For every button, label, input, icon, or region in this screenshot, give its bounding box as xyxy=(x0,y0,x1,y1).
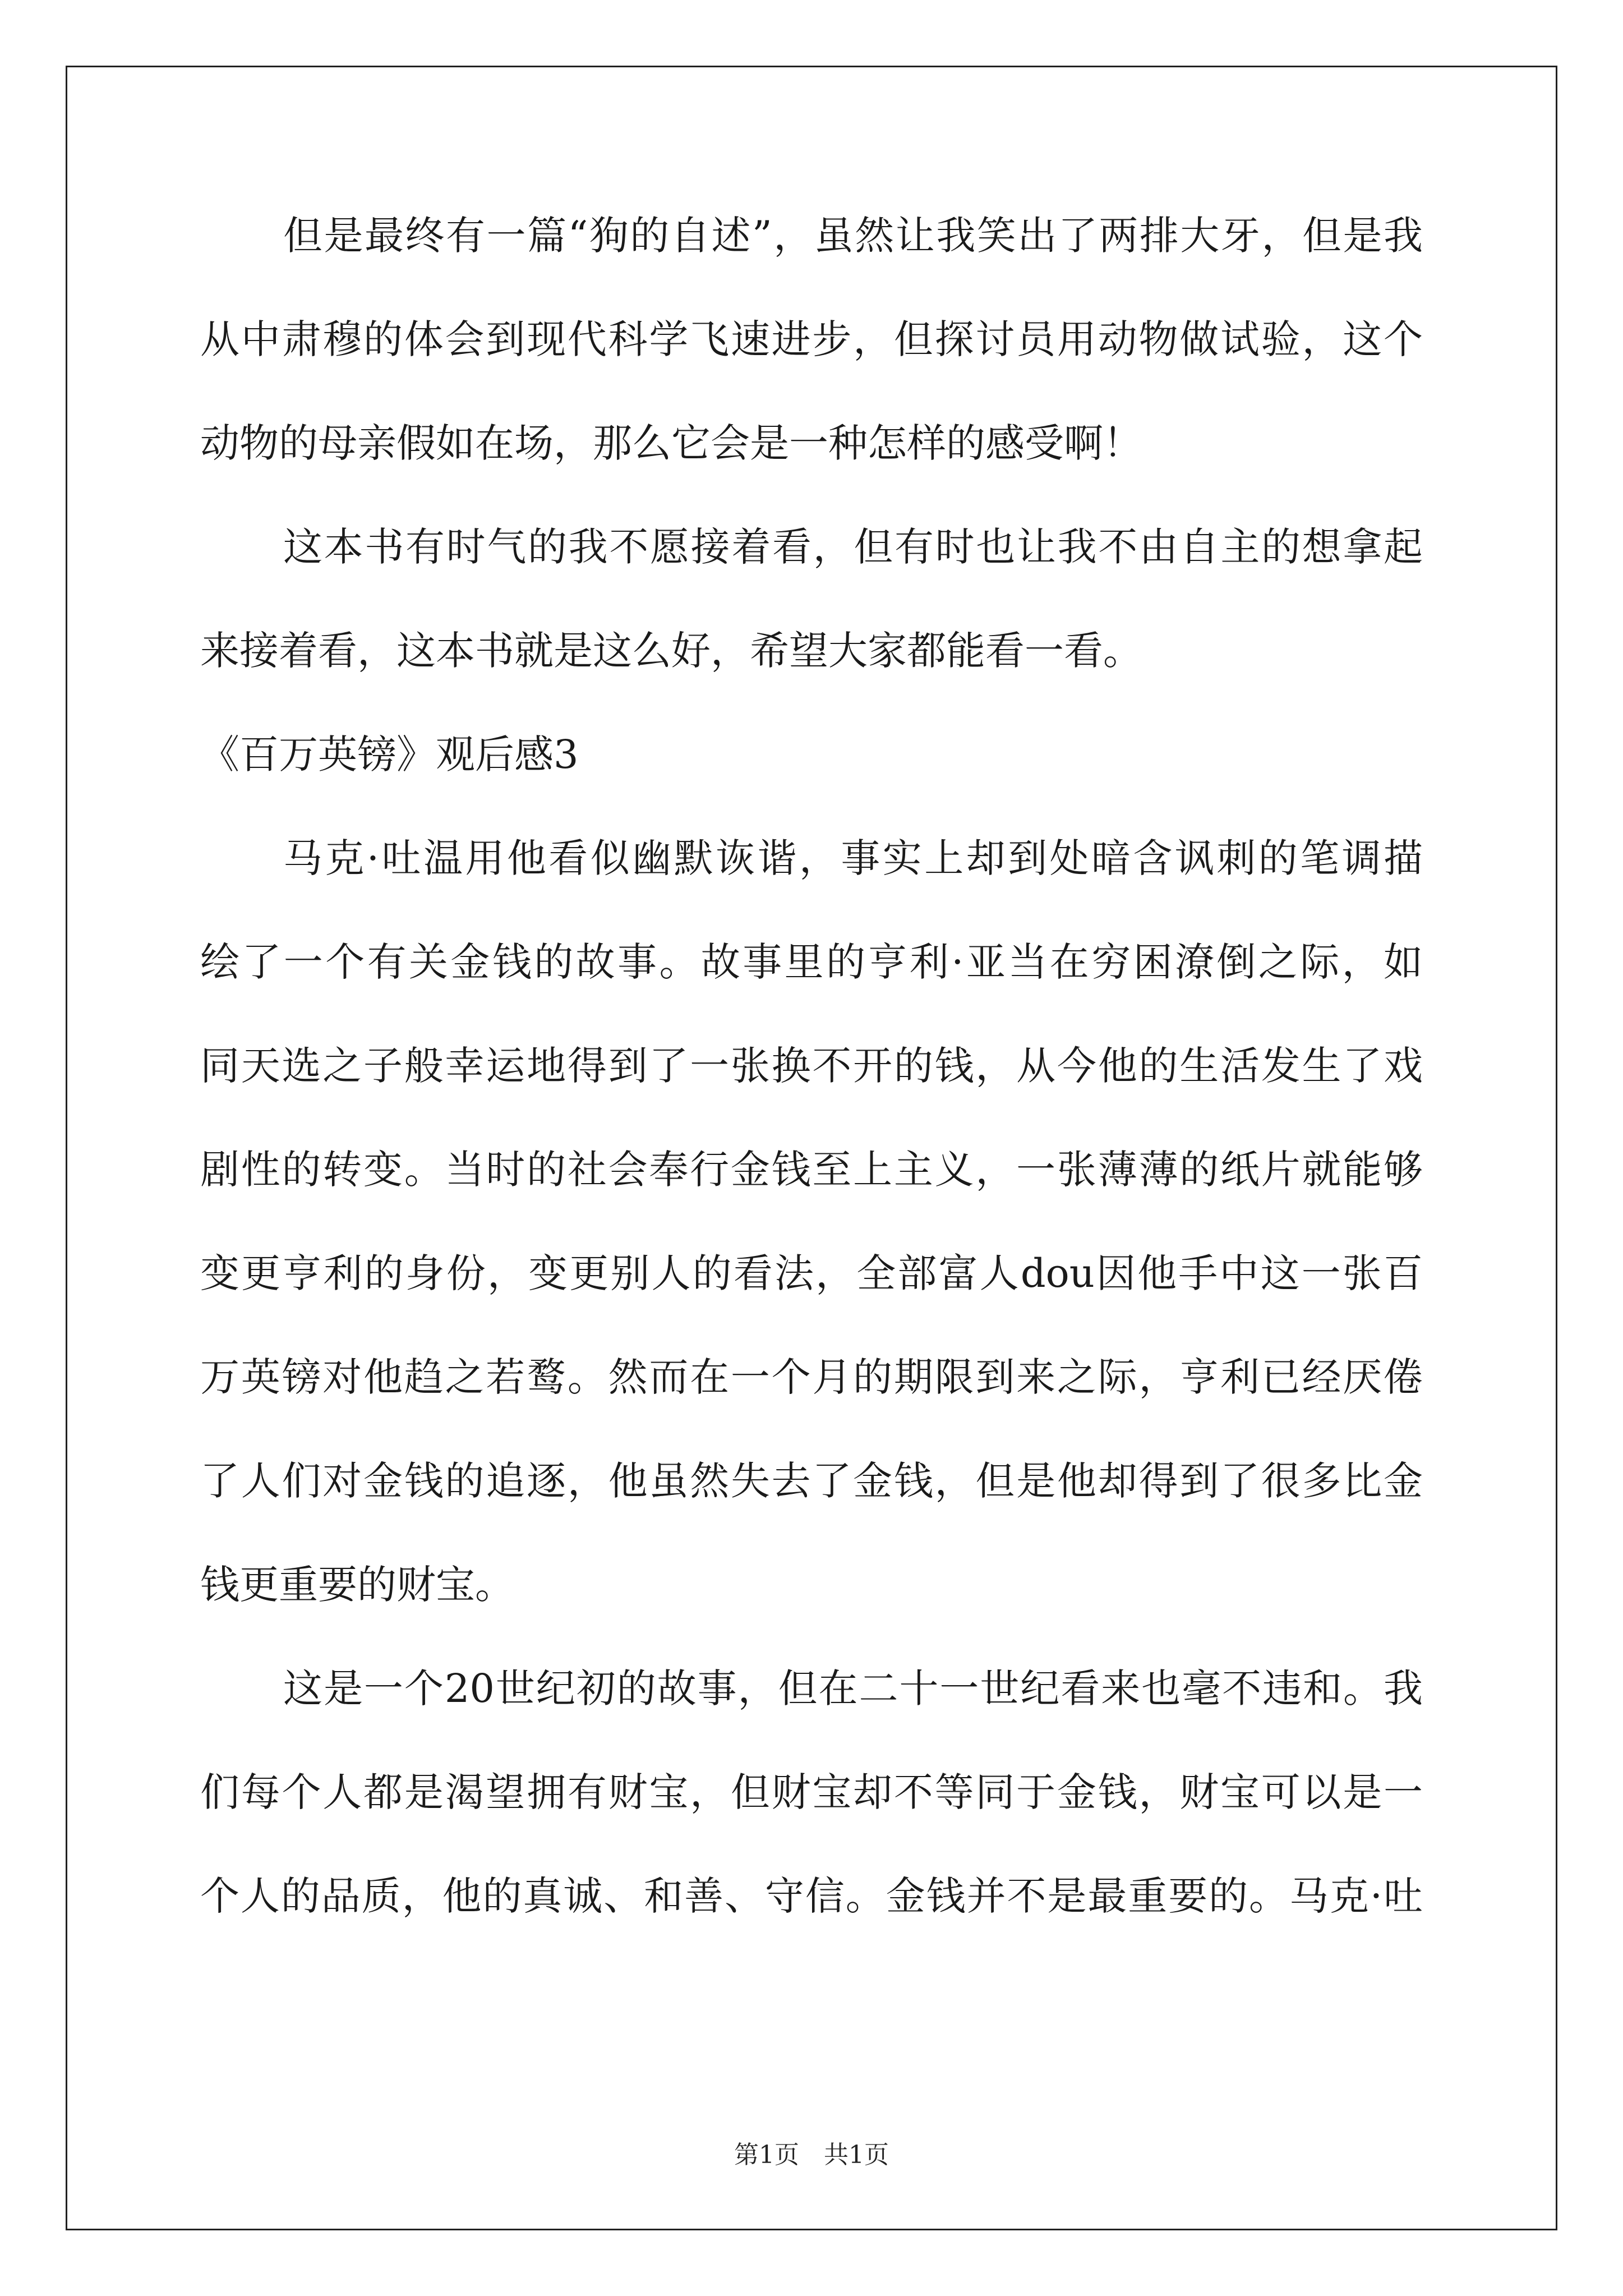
paragraph-line: 马克·吐温用他看似幽默诙谐，事实上却到处暗含讽刺的笔调描 xyxy=(283,835,1423,881)
paragraph-line: 同天选之子般幸运地得到了一张换不开的钱，从今他的生活发生了戏 xyxy=(200,1043,1423,1089)
page-footer: 第1页 共1页 xyxy=(734,2141,889,2169)
paragraph-line: 万英镑对他趋之若鹜。然而在一个月的期限到来之际，亨利已经厌倦 xyxy=(200,1354,1423,1400)
paragraph-line: 从中肃穆的体会到现代科学飞速进步，但探讨员用动物做试验，这个 xyxy=(200,316,1423,362)
paragraph-line: 来接着看，这本书就是这么好，希望大家都能看一看。 xyxy=(200,628,1142,674)
paragraph-line: 剧性的转变。当时的社会奉行金钱至上主义，一张薄薄的纸片就能够 xyxy=(200,1147,1423,1193)
paragraph-4 xyxy=(200,1660,1423,1924)
paragraph-line: 这是一个20世纪初的故事，但在二十一世纪看来也毫不违和。我 xyxy=(283,1665,1423,1711)
document-body xyxy=(200,208,1423,1972)
paragraph-line: 们每个人都是渴望拥有财宝，但财宝却不等同于金钱，财宝可以是一 xyxy=(200,1769,1423,1815)
section-heading: 《百万英镑》观后感3 xyxy=(200,731,579,777)
paragraph-2 xyxy=(200,519,1423,679)
paragraph-line: 但是最终有一篇“狗的自述”，虽然让我笑出了两排大牙，但是我 xyxy=(283,213,1423,259)
paragraph-line: 这本书有时气的我不愿接着看，但有时也让我不由自主的想拿起 xyxy=(283,524,1423,570)
paragraph-line: 了人们对金钱的追逐，他虽然失去了金钱，但是他却得到了很多比金 xyxy=(200,1458,1423,1504)
paragraph-line: 变更亨利的身份，变更别人的看法，全部富人dou因他手中这一张百 xyxy=(200,1250,1423,1296)
paragraph-1 xyxy=(200,208,1423,471)
paragraph-line: 钱更重要的财宝。 xyxy=(200,1562,514,1608)
paragraph-line: 绘了一个有关金钱的故事。故事里的亨利·亚当在穷困潦倒之际，如 xyxy=(200,939,1423,985)
paragraph-line: 个人的品质，他的真诚、和善、守信。金钱并不是最重要的。马克·吐 xyxy=(200,1873,1423,1919)
paragraph-3 xyxy=(200,830,1423,1613)
paragraph-line: 动物的母亲假如在场，那么它会是一种怎样的感受啊！ xyxy=(200,420,1142,466)
